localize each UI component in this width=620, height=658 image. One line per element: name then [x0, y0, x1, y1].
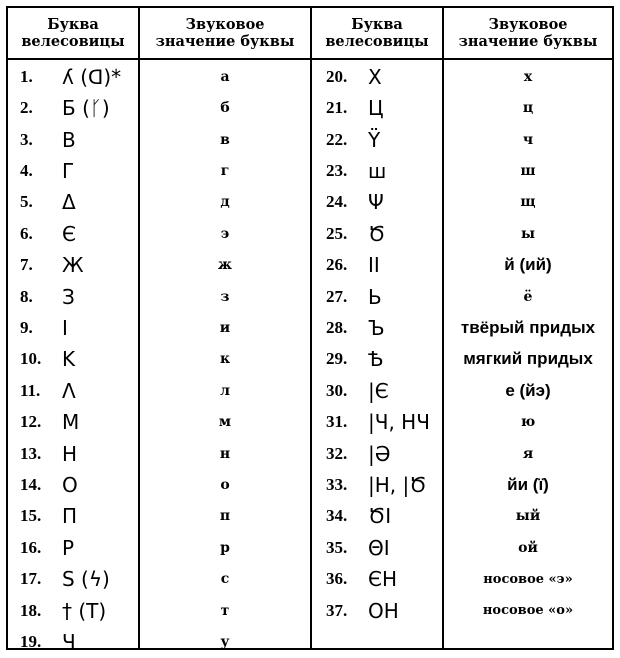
- sound-value: у: [220, 633, 230, 650]
- letter-number: 4.: [20, 160, 33, 180]
- letter-number: 31.: [326, 412, 348, 432]
- sound-value: щ: [520, 194, 536, 211]
- letter-number: 27.: [326, 286, 348, 306]
- letter-number: 10.: [20, 349, 42, 369]
- velesovitsa-glyph: K: [62, 347, 76, 372]
- velesovitsa-glyph: S (ϟ): [62, 567, 110, 592]
- letter-number: 37.: [326, 600, 348, 620]
- header-divider: [8, 58, 612, 60]
- sound-value: о: [220, 476, 230, 493]
- velesovitsa-glyph: Ϋ: [368, 127, 381, 152]
- alphabet-table: [6, 6, 614, 654]
- velesovitsa-glyph: Λ: [62, 378, 76, 403]
- sound-value: я: [522, 445, 534, 462]
- sound-value: х: [523, 68, 533, 85]
- velesovitsa-glyph: Ц: [368, 96, 384, 121]
- sound-value: т: [220, 602, 230, 619]
- velesovitsa-glyph: Б (ᚴ): [62, 96, 110, 121]
- velesovitsa-glyph: ш: [368, 158, 387, 183]
- sound-value: ой: [518, 539, 538, 556]
- sound-value: ц: [522, 100, 534, 117]
- letter-number: 16.: [20, 537, 42, 557]
- velesovitsa-glyph: Ж: [62, 253, 84, 278]
- velesovitsa-glyph: Ъ: [368, 315, 385, 340]
- letter-number: 1.: [20, 66, 33, 86]
- letter-number: 36.: [326, 569, 348, 589]
- letter-number: 21.: [326, 98, 348, 118]
- header-letter-right: [312, 8, 442, 58]
- header-sound-right: [444, 8, 612, 58]
- header-text: значение буквы: [458, 33, 598, 50]
- sound-value: е (йэ): [505, 380, 551, 400]
- letter-number: 35.: [326, 537, 348, 557]
- sound-value: г: [220, 162, 230, 179]
- sound-value: й (ий): [504, 255, 552, 275]
- sound-value: твёрый придых: [460, 317, 596, 337]
- velesovitsa-glyph: |Н, |Ծ: [368, 472, 427, 497]
- header-sound-left: [140, 8, 310, 58]
- header-text: Звуковое: [488, 16, 568, 33]
- sound-value: ё: [523, 288, 533, 305]
- sound-value: б: [220, 100, 230, 117]
- sound-value: м: [218, 414, 232, 431]
- sound-value: д: [220, 194, 230, 211]
- velesovitsa-glyph: |Є: [368, 378, 389, 403]
- velesovitsa-glyph: O: [62, 472, 78, 497]
- sound-value: ы: [520, 225, 536, 242]
- velesovitsa-glyph: Ѣ: [368, 347, 384, 372]
- velesovitsa-glyph: OH: [368, 598, 399, 623]
- header-text: велесовицы: [21, 33, 125, 50]
- sound-value: и: [219, 319, 231, 336]
- letter-number: 11.: [20, 380, 41, 400]
- letter-number: 18.: [20, 600, 42, 620]
- header-letter-left: [8, 8, 138, 58]
- letter-number: 3.: [20, 129, 33, 149]
- velesovitsa-glyph: В: [62, 127, 76, 152]
- sound-value: к: [219, 351, 231, 368]
- header-text: велесовицы: [325, 33, 429, 50]
- velesovitsa-glyph: Ծ: [368, 221, 386, 246]
- velesovitsa-glyph: P: [62, 535, 75, 560]
- velesovitsa-glyph: |Ә: [368, 441, 391, 466]
- letter-number: 19.: [20, 631, 42, 651]
- velesovitsa-glyph: Ψ: [368, 190, 384, 215]
- letter-number: 23.: [326, 160, 348, 180]
- letter-number: 26.: [326, 255, 348, 275]
- sound-value: э: [220, 225, 230, 242]
- letter-number: 34.: [326, 506, 348, 526]
- sound-value: в: [220, 131, 230, 148]
- velesovitsa-glyph: ʎ (ᗡ)*: [62, 64, 122, 89]
- letter-number: 12.: [20, 412, 42, 432]
- letter-number: 33.: [326, 474, 348, 494]
- sound-value: н: [219, 445, 231, 462]
- velesovitsa-glyph: Ь: [368, 284, 382, 309]
- sound-value: ч: [522, 131, 534, 148]
- letter-number: 6.: [20, 223, 33, 243]
- letter-number: 29.: [326, 349, 348, 369]
- velesovitsa-glyph: ЄH: [368, 567, 398, 592]
- sound-value: с: [220, 571, 230, 588]
- velesovitsa-glyph: M: [62, 410, 80, 435]
- velesovitsa-glyph: ΘI: [368, 535, 390, 560]
- letter-number: 7.: [20, 255, 33, 275]
- letter-number: 9.: [20, 317, 33, 337]
- sound-value: п: [219, 508, 231, 525]
- sound-value: а: [220, 68, 230, 85]
- sound-value: ш: [520, 162, 536, 179]
- velesovitsa-glyph: П: [62, 504, 78, 529]
- header-text: Звуковое: [185, 16, 265, 33]
- letter-number: 25.: [326, 223, 348, 243]
- velesovitsa-glyph: † (T): [62, 598, 107, 623]
- letter-number: 28.: [326, 317, 348, 337]
- velesovitsa-glyph: H: [62, 441, 78, 466]
- sound-value: ж: [217, 257, 233, 274]
- sound-value: р: [220, 539, 230, 556]
- velesovitsa-glyph: Є: [62, 221, 76, 246]
- sound-value: ый: [515, 508, 541, 525]
- header-text: значение буквы: [155, 33, 295, 50]
- velesovitsa-glyph: Ч: [62, 629, 76, 654]
- velesovitsa-glyph: Δ: [62, 190, 76, 215]
- velesovitsa-glyph: ԾI: [368, 504, 392, 529]
- letter-number: 32.: [326, 443, 348, 463]
- velesovitsa-glyph: З: [62, 284, 75, 309]
- letter-number: 14.: [20, 474, 42, 494]
- letter-number: 20.: [326, 66, 348, 86]
- letter-number: 15.: [20, 506, 42, 526]
- velesovitsa-glyph: I: [62, 315, 68, 340]
- sound-value: мягкий придых: [463, 349, 593, 369]
- column-divider: [310, 8, 312, 648]
- sound-value: носовое «э»: [483, 571, 573, 587]
- velesovitsa-glyph: II: [368, 253, 380, 278]
- header-text: Буква: [351, 16, 403, 33]
- sound-value: носовое «о»: [482, 603, 574, 619]
- sound-value: з: [220, 288, 230, 305]
- sound-value: йи (ï): [507, 474, 549, 494]
- letter-number: 5.: [20, 192, 33, 212]
- velesovitsa-glyph: Г: [62, 158, 75, 183]
- header-text: Буква: [47, 16, 99, 33]
- velesovitsa-glyph: |Ч, НЧ: [368, 410, 430, 435]
- letter-number: 8.: [20, 286, 33, 306]
- letter-number: 22.: [326, 129, 348, 149]
- sound-value: л: [220, 382, 230, 399]
- velesovitsa-glyph: X: [368, 64, 382, 89]
- sound-value: ю: [520, 414, 536, 431]
- letter-number: 17.: [20, 569, 42, 589]
- letter-number: 2.: [20, 98, 33, 118]
- letter-number: 13.: [20, 443, 42, 463]
- letter-number: 24.: [326, 192, 348, 212]
- letter-number: 30.: [326, 380, 348, 400]
